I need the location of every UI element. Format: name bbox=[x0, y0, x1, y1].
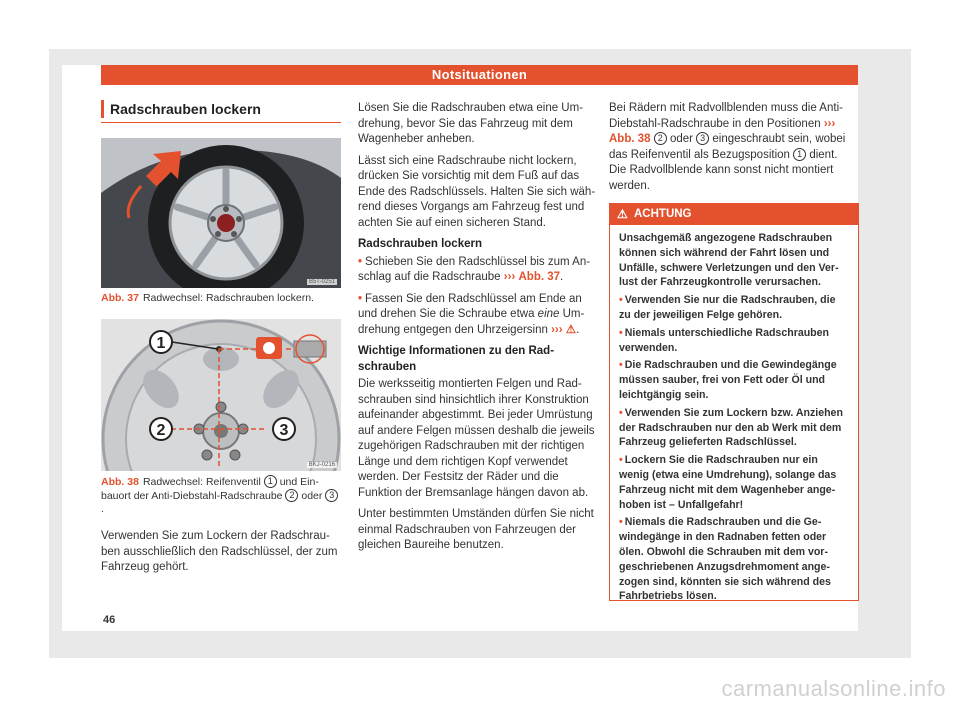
paragraph: Verwenden Sie zum Lockern der Radschrauben ausschließlich den Radschlüssel, der zum Fahrzeug gehört. bbox=[101, 530, 338, 573]
figure2-label: Abb. 38 bbox=[101, 476, 139, 488]
figure2-caption bbox=[101, 475, 341, 516]
bullet-icon: • bbox=[619, 454, 623, 467]
figure-reference-link[interactable]: Abb. 37 bbox=[518, 271, 561, 283]
warning-triangle-icon: ⚠ bbox=[617, 207, 628, 221]
column-middle-text bbox=[358, 101, 598, 560]
site-watermark: carmanualsonline.info bbox=[721, 676, 946, 701]
bullet-icon: • bbox=[619, 516, 623, 529]
figure1-caption bbox=[101, 292, 341, 305]
list-item bbox=[358, 292, 598, 339]
reference-arrow-icon: ››› bbox=[823, 117, 836, 130]
svg-text:2: 2 bbox=[156, 422, 166, 439]
column-right-text bbox=[609, 101, 857, 200]
warning-item-text: Verwenden Sie nur die Radschrauben, die zu der jeweiligen Felge gehören. bbox=[619, 294, 836, 321]
position-marker-1: 1 bbox=[793, 148, 806, 161]
warning-item bbox=[619, 453, 849, 512]
warning-intro: Unsachgemäß angezogene Radschrauben können sich während der Fahrt lösen und Unfälle, schwere Verletzungen und den Verlust der Fahrzeugkontrolle verursachen. bbox=[619, 232, 839, 289]
bullet-icon: • bbox=[619, 359, 623, 372]
punctuation: . bbox=[560, 271, 564, 283]
figure2-caption-part: . bbox=[101, 503, 104, 515]
warning-item-text: Niemals unterschiedliche Radschrauben verwenden. bbox=[619, 326, 830, 354]
paragraph-text: dient. Die Radvollblende kann sonst nicht montiert werden. bbox=[609, 148, 838, 192]
reference-arrow-icon: ››› bbox=[503, 271, 516, 283]
figure2-caption-part: Radwechsel: Reifenventil bbox=[142, 476, 261, 488]
paragraph: Lässt sich eine Radschraube nicht lockern, drücken Sie vorsichtig mit dem Fuß auf das Ende des Radschlüssels. Halten Sie sich während dieses Vorgangs am Fahrzeug fest und achten Sie auf einen sicheren Stand. bbox=[358, 154, 596, 229]
warning-title: ACHTUNG bbox=[634, 208, 692, 220]
warning-item-text: Niemals die Radschrauben und die Gewindegänge in den Radnaben fetten oder ölen. Obwohl die Schrauben mit dem vorgeschriebenen Anzugsdrehmoment angezogen sind, könnten sie sich während des Fahrbetriebs lösen. bbox=[619, 516, 831, 603]
section-divider bbox=[101, 122, 341, 123]
figure-code: BKJ-0216 bbox=[308, 462, 335, 468]
figure2-caption-part: oder bbox=[301, 490, 323, 502]
subheading: Radschrauben lockern bbox=[358, 238, 482, 250]
figure2-caption-part: und Einbauort der Anti-Diebstahl-Radschraube bbox=[101, 476, 319, 502]
warning-body bbox=[610, 225, 858, 604]
warning-item bbox=[619, 293, 849, 323]
warning-item bbox=[619, 326, 849, 356]
reference-arrow-icon: ››› bbox=[551, 323, 563, 336]
warning-triangle-icon[interactable]: ⚠ bbox=[565, 323, 577, 336]
position-marker-2: 2 bbox=[285, 489, 298, 502]
svg-text:1: 1 bbox=[156, 335, 166, 352]
punctuation: . bbox=[576, 323, 580, 336]
paragraph: Die werksseitig montierten Felgen und Radschrauben sind hinsichtlich ihrer Konstruktion aufeinander abgestimmt. Bei jeder Umrüstung auf andere Felgen müssen deshalb die jeweils zugehörigen Radschrauben mit der richtigen Länge und dem richtigen Kopf verwendet werden. Der Festsitz der Räder und die Funktion der Bremsanlage hängen davon ab. bbox=[358, 378, 595, 499]
position-marker-3: 3 bbox=[696, 132, 709, 145]
bullet-icon: • bbox=[358, 255, 363, 268]
warning-item-text: Die Radschrauben und die Gewindegänge müssen sauber, frei von Fett oder Öl und leichtgängig sein. bbox=[619, 359, 837, 401]
warning-item-text: Verwenden Sie zum Lockern bzw. Anziehen der Radschrauben nur den ab Werk mit dem Fahrzeug gelieferten Radschlüssel. bbox=[619, 406, 843, 449]
paragraph: Unter bestimmten Umständen dürfen Sie nicht einmal Radschrauben von Fahrzeugen der gleichen Baureihe benutzen. bbox=[358, 508, 594, 551]
position-marker-1: 1 bbox=[264, 475, 277, 488]
bullet-icon: • bbox=[619, 326, 623, 339]
emphasis-text: eine bbox=[537, 308, 560, 320]
column-left-text bbox=[101, 529, 341, 582]
section-title: Radschrauben lockern bbox=[101, 100, 340, 118]
wheel-illustration bbox=[101, 138, 341, 288]
warning-item bbox=[619, 406, 849, 450]
list-item-text: Umdrehung entgegen den Uhrzeigersinn bbox=[358, 308, 585, 336]
chapter-header: Notsituationen bbox=[101, 65, 858, 85]
position-marker-3: 3 bbox=[325, 489, 338, 502]
figure-reference-link[interactable]: Abb. 38 bbox=[609, 133, 651, 145]
page-number: 46 bbox=[103, 614, 116, 626]
paragraph-text: oder bbox=[669, 133, 693, 145]
list-item bbox=[358, 255, 598, 286]
warning-header bbox=[610, 204, 858, 225]
bullet-icon: • bbox=[358, 292, 363, 305]
warning-item bbox=[619, 358, 849, 402]
paragraph-text: Bei Rädern mit Radvollblenden muss die Anti-Diebstahl-Radschraube in den Positionen bbox=[609, 102, 843, 130]
list-item-text: Schieben Sie den Radschlüssel bis zum Anschlag auf die Radschraube bbox=[358, 255, 591, 283]
warning-box bbox=[609, 203, 859, 601]
rim-illustration bbox=[101, 319, 341, 471]
figure1-label: Abb. 37 bbox=[101, 292, 139, 304]
bullet-icon: • bbox=[619, 294, 623, 307]
position-marker-2: 2 bbox=[654, 132, 667, 145]
paragraph bbox=[609, 101, 857, 194]
list-item-text: Fassen Sie den Radschlüssel am Ende an und drehen Sie die Schraube etwa bbox=[358, 292, 582, 320]
figure-rim-positions bbox=[101, 319, 341, 471]
subheading: Wichtige Informationen zu den Radschrauben bbox=[358, 345, 555, 373]
warning-item-text: Lockern Sie die Radschrauben nur ein wenig (etwa eine Umdrehung), solange das Fahrzeug nicht mit dem Wagenheber angehoben ist – Unfallgefahr! bbox=[619, 454, 837, 511]
figure1-caption-text: Radwechsel: Radschrauben lockern. bbox=[142, 292, 314, 304]
warning-item bbox=[619, 515, 849, 604]
figure-wheel-loosening bbox=[101, 138, 341, 288]
bullet-icon: • bbox=[619, 406, 623, 419]
paragraph: Lösen Sie die Radschrauben etwa eine Umdrehung, bevor Sie das Fahrzeug mit dem Wagenheber anheben. bbox=[358, 102, 584, 145]
svg-text:3: 3 bbox=[279, 422, 289, 439]
figure-code: B5T-0251 bbox=[308, 279, 335, 285]
paragraph-text: eingeschraubt sein, wobei das Reifenventil als Bezugsposition bbox=[609, 133, 846, 161]
